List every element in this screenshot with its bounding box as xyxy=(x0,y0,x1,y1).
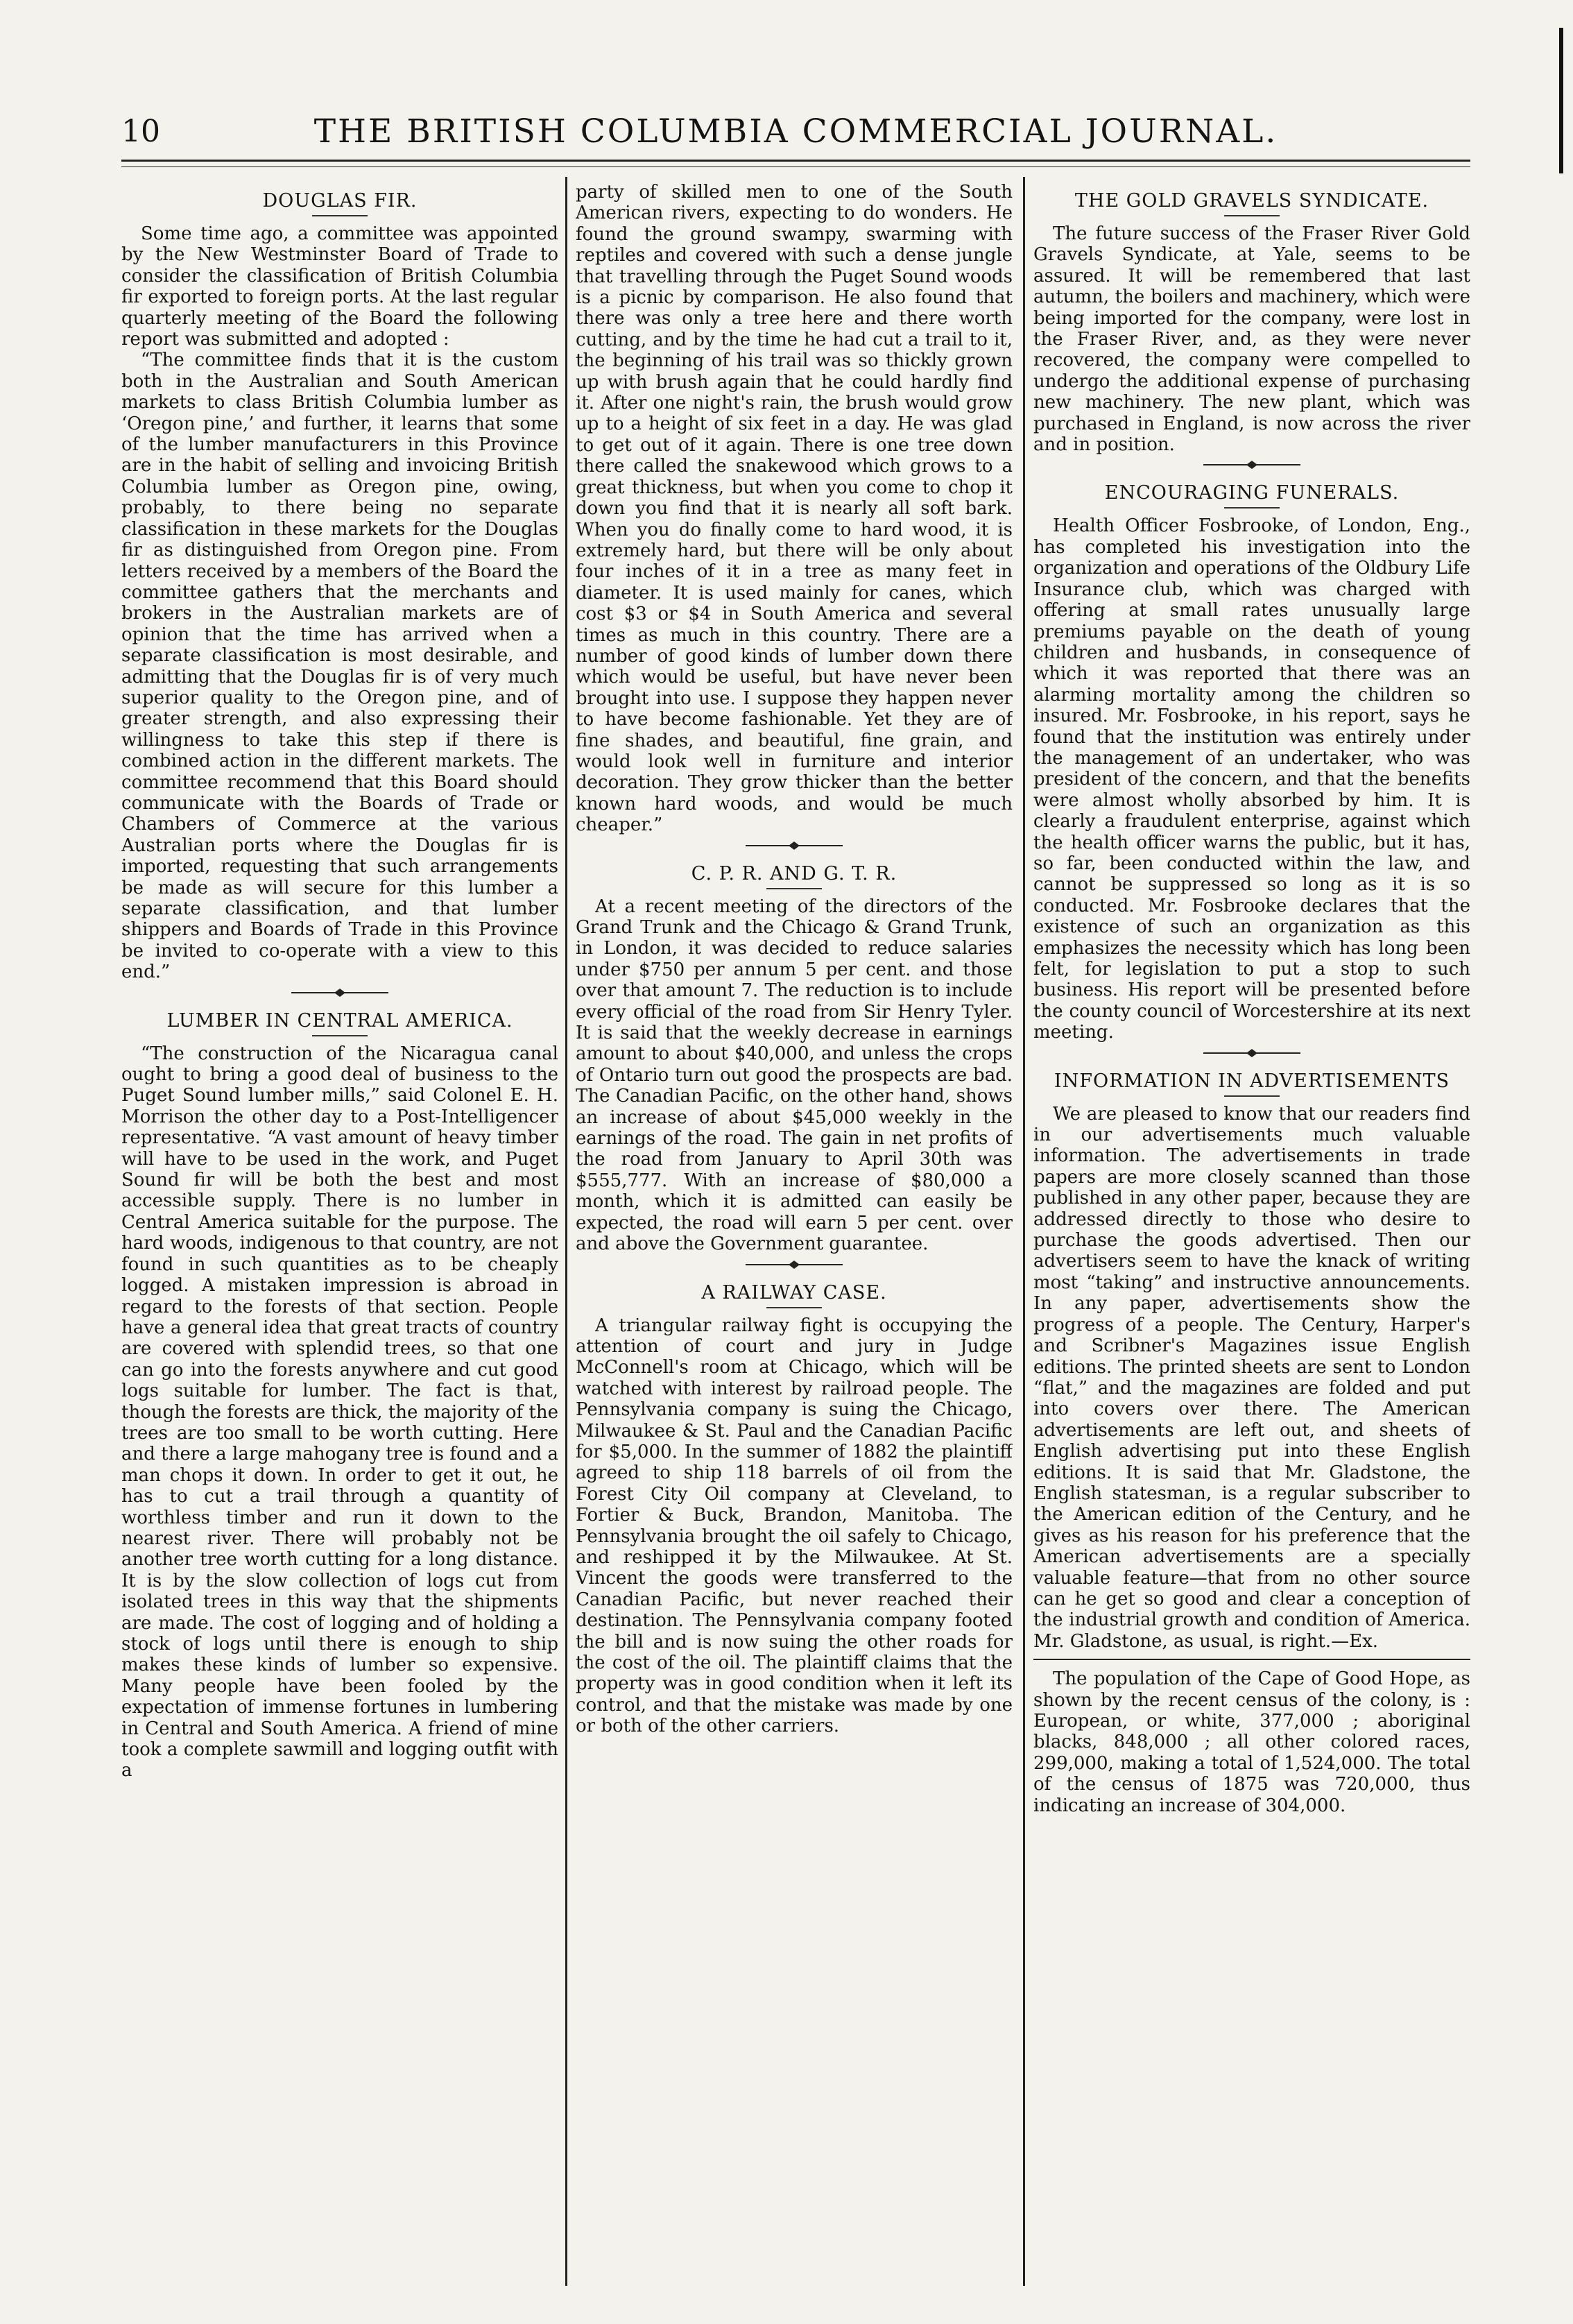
article-railway-case xyxy=(576,1281,1013,1737)
article-heading: A RAILWAY CASE. xyxy=(701,1281,887,1304)
column-1 xyxy=(121,182,558,2280)
article-paragraph: The population of the Cape of Good Hope, as shown by the recent census of the colony, is : European, or white, 377,000 ; aboriginal blacks, 848,000 ; all other colored races, 299,000, making a total of 1,524,000. The total of the census of 1875 was 720,000, thus indicating an increase of 304,000. xyxy=(1033,1668,1470,1816)
article-cpr-gtr xyxy=(576,862,1013,1255)
section-separator xyxy=(1033,459,1470,474)
article-heading: ENCOURAGING FUNERALS. xyxy=(1104,482,1400,504)
page-number: 10 xyxy=(121,114,160,149)
section-rule xyxy=(1033,1659,1470,1660)
section-separator xyxy=(121,987,558,1002)
article-advertisements xyxy=(1033,1069,1470,1652)
column-3 xyxy=(1033,182,1470,2280)
journal-title: THE BRITISH COLUMBIA COMMERCIAL JOURNAL. xyxy=(313,112,1278,151)
diamond-rule-icon xyxy=(746,840,843,851)
section-separator xyxy=(576,840,1013,855)
article-heading: THE GOLD GRAVELS SYNDICATE. xyxy=(1074,190,1429,212)
article-heading: LUMBER IN CENTRAL AMERICA. xyxy=(166,1009,513,1032)
article-paragraph: “The committee finds that it is the custom both in the Australian and South American markets to class British Columbia lumber as ‘Oregon pine,’ and further, it learns that some of the lumber manufacturers in this Province are in the habit of selling and invoicing British Columbia lumber as Oregon pine, owing, probably, to there being no separate classification in these markets for the Douglas fir as distinguished from Oregon pine. From letters received by a members of the Board the committee gathers that the merchants and brokers in the Australian markets are of opinion that the time has arrived when a separate classification is most desirable, and admitting that the Douglas fir is of very much superior quality to the Oregon pine, and of greater strength, and also expressing their willingness to take this step if there is combined action in the different markets. The committee recommend that this Board should communicate with the Boards of Trade or Chambers of Commerce at the various Australian ports where the Douglas fir is imported, requesting that such arrangements be made as will secure for this lumber a separate classification, and that lumber shippers and Boards of Trade in this Province be invited to co-operate with a view to this end.” xyxy=(121,350,558,983)
diamond-rule-icon xyxy=(1203,1048,1300,1059)
article-paragraph: The future success of the Fraser River Gold Gravels Syndicate, at Yale, seems to be assured. It will be remembered that last autumn, the boilers and machinery, which were being imported for the company, were lost in the Fraser River, and, as they were never recovered, the company were compelled to undergo the additional expense of purchasing new machinery. The new plant, which was purchased in England, is now across the river and in position. xyxy=(1033,223,1470,456)
article-encouraging-funerals xyxy=(1033,481,1470,1043)
article-paragraph: Some time ago, a committee was appointed by the New Westminster Board of Trade to consider the classification of British Columbia fir exported to foreign ports. At the last regular quarterly meeting of the Board the following report was submitted and adopted : xyxy=(121,223,558,350)
page-edge-shadow xyxy=(1559,28,1563,173)
heading-dash xyxy=(312,1035,368,1036)
column-2 xyxy=(576,182,1013,2280)
page-header xyxy=(121,111,1470,153)
diamond-rule-icon xyxy=(1203,459,1300,470)
article-paragraph-continued: party of skilled men to one of the South American rivers, expecting to do wonders. He found the ground swampy, swarming with reptiles and covered with such a dense jungle that travelling through the Puget Sound woods is a picnic by comparison. He also found that there was only a tree here and there worth cutting, and by the time he had cut a trail to it, the beginning of his trail was so thickly grown up with brush again that he could hardly find it. After one night's rain, the brush would grow up to a height of six feet in a day. He was glad to get out of it again. There is one tree down there called the snakewood which grows to a great thickness, but when you come to chop it down you find that it is nearly all soft bark. When you do finally come to hard wood, it is extremely hard, but there will be only about four inches of it in a tree as many feet in diameter. It is used mainly for canes, which cost $3 or $4 in South America and several times as much in this country. There are a number of good kinds of lumber down there which would be useful, but have never been brought into use. I suppose they happen never to have become fashionable. Yet they are of fine shades, and beautiful, fine grain, and would look well in furniture and interior decoration. They grow thicker than the better known hard woods, and would be much cheaper.” xyxy=(576,182,1013,836)
article-heading: C. P. R. AND G. T. R. xyxy=(691,862,897,885)
heading-dash xyxy=(766,888,822,889)
article-paragraph: At a recent meeting of the directors of the Grand Trunk and the Chicago & Grand Trunk, in London, it was decided to reduce salaries under $750 per annum 5 per cent. and those over that amount 7. The reduction is to include every official of the road from Sir Henry Tyler. It is said that the weekly decrease in earnings amount to about $40,000, and unless the crops of Ontario turn out good the prospects are bad. The Canadian Pacific, on the other hand, shows an increase of about $45,000 weekly in the earnings of the road. The gain in net profits of the road from January to April 30th was $555,777. With an increase of $80,000 a month, which it is admitted can easily be expected, the road will earn 5 per cent. over and above the Government guarantee. xyxy=(576,896,1013,1255)
column-divider-1 xyxy=(565,177,567,2286)
column-divider-2 xyxy=(1023,177,1025,2286)
article-cape-population xyxy=(1033,1668,1470,1816)
article-gold-gravels xyxy=(1033,189,1470,455)
article-heading: INFORMATION IN ADVERTISEMENTS xyxy=(1054,1070,1450,1092)
article-heading: DOUGLAS FIR. xyxy=(262,190,418,212)
heading-dash xyxy=(312,215,368,216)
article-paragraph: A triangular railway fight is occupying the attention of court and jury in Judge McConnell's room at Chicago, which will be watched with interest by railroad people. The Pennsylvania company is suing the Chicago, Milwaukee & St. Paul and the Canadian Pacific for $5,000. In the summer of 1882 the plaintiff agreed to ship 118 barrels of oil from the Forest City Oil company at Cleveland, to Fortier & Buck, Brandon, Manitoba. The Pennsylvania brought the oil safely to Chicago, and reshipped it by the Milwaukee. At St. Vincent the goods were transferred to the Canadian Pacific, but never reached their destination. The Pennsylvania company footed the bill and is now suing the other roads for the cost of the oil. The plaintiff claims that the property was in good condition when it left its control, and that the mistake was made by one or both of the other carriers. xyxy=(576,1315,1013,1737)
article-lumber-central-america xyxy=(121,1009,558,1782)
heading-dash xyxy=(1224,215,1280,216)
header-rule-thick xyxy=(121,160,1470,162)
article-douglas-fir xyxy=(121,189,558,983)
heading-dash xyxy=(1224,1095,1280,1097)
diamond-rule-icon xyxy=(291,987,388,998)
header-rule-thin xyxy=(121,166,1470,167)
diamond-rule-icon xyxy=(746,1259,843,1270)
heading-dash xyxy=(766,1307,822,1308)
article-paragraph: Health Officer Fosbrooke, of London, Eng., has completed his investigation into the organization and operations of the Oldbury Life Insurance club, which was charged with offering at small rates unusually large premiums payable on the death of young children and husbands, in consequence of which it was reported that there was an alarming mortality among the children so insured. Mr. Fosbrooke, in his report, says he found that the institution was entirely under the management of an undertaker, who was president of the concern, and that the benefits were almost wholly absorbed by him. It is clearly a fraudulent enterprise, against which the health officer warns the public, but it has, so far, been conducted within the law, and cannot be suppressed so long as it is so conducted. Mr. Fosbrooke declares that the existence of such an organization as this emphasizes the necessity which has long been felt, for legislation to put a stop to such business. His report will be presented before the county council of Worcestershire at its next meeting. xyxy=(1033,515,1470,1043)
section-separator xyxy=(1033,1048,1470,1062)
article-paragraph: “The construction of the Nicaragua canal ought to bring a good deal of business to the Puget Sound lumber mills,” said Colonel E. H. Morrison the other day to a Post-Intelligencer representative. “A vast amount of heavy timber will have to be used in the work, and Puget Sound fir will be both the best and most accessible supply. There is no lumber in Central America suitable for the purpose. The hard woods, indigenous to that country, are not found in such quantities as to be cheaply logged. A mistaken impression is abroad in regard to the forests of that section. People have a general idea that great tracts of country are covered with splendid trees, so that one can go into the forests anywhere and cut good logs suitable for lumber. The fact is that, though the forests are thick, the majority of the trees are too small to be worth cutting. Here and there a large mahogany tree is found and a man chops it down. In order to get it out, he has to cut a trail through a quantity of worthless timber and run it down to the nearest river. There will probably not be another tree worth cutting for a long distance. It is by the slow collection of logs cut from isolated trees in this way that the shipments are made. The cost of logging and of holding a stock of logs until there is enough to ship makes these kinds of lumber so expensive. Many people have been fooled by the expectation of immense fortunes in lumbering in Central and South America. A friend of mine took a complete sawmill and logging outfit with a xyxy=(121,1043,558,1782)
article-paragraph: We are pleased to know that our readers find in our advertisements much valuable information. The advertisements in trade papers are more closely scanned than those published in any other paper, because they are addressed directly to those who desire to purchase the goods advertised. Then our advertisers seem to have the knack of writing most “taking” and instructive announcements. In any paper, advertisements show the progress of a people. The Century, Harper's and Scribner's Magazines issue English editions. The printed sheets are sent to London “flat,” and the magazines are folded and put into covers over there. The American advertisements are left out, and sheets of English advertising put into these English editions. It is said that Mr. Gladstone, the English statesman, is a regular subscriber to the American edition of the Century, and he gives as his reason for his preference that the American advertisements are a specially valuable feature—that from no other source can he get so good and clear a conception of the industrial growth and condition of America. Mr. Gladstone, as usual, is right.—Ex. xyxy=(1033,1103,1470,1652)
heading-dash xyxy=(1224,507,1280,509)
section-separator xyxy=(576,1259,1013,1274)
